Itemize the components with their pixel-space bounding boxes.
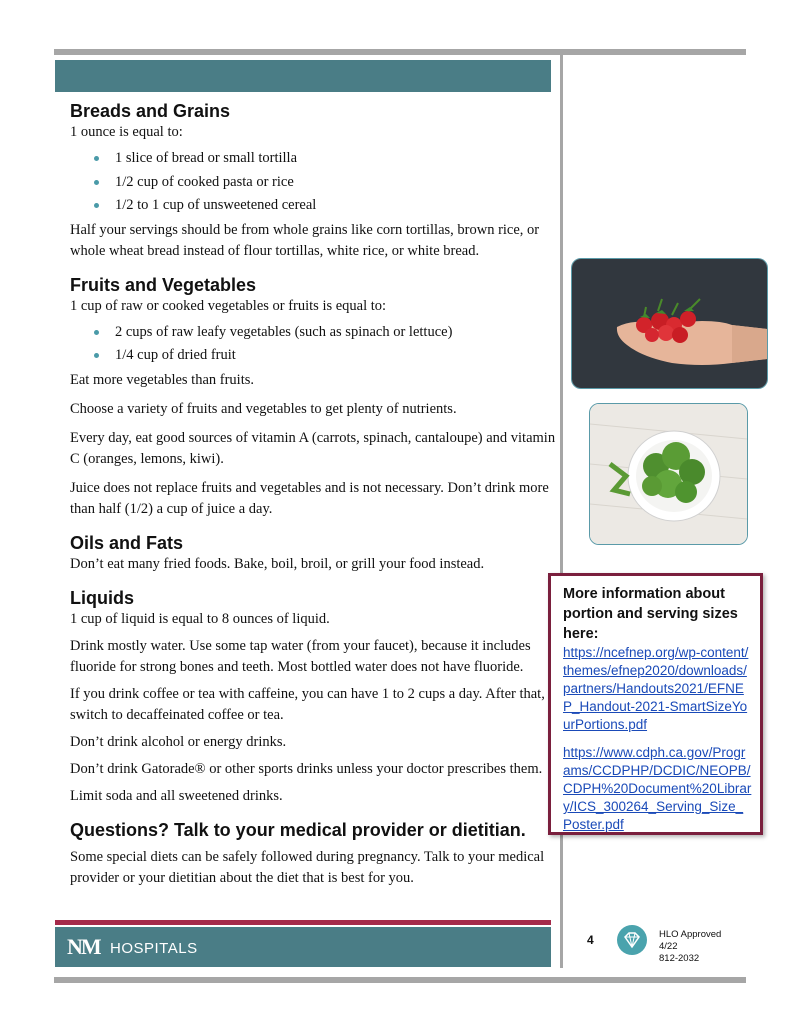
bullet-icon — [94, 203, 99, 208]
oils-heading: Oils and Fats — [70, 532, 184, 553]
fruits-intro: 1 cup of raw or cooked vegetables or fruits is equal to: — [70, 297, 387, 314]
top-rule — [54, 49, 746, 55]
hospitals-label: HOSPITALS — [110, 940, 198, 957]
fruits-paragraph: Choose a variety of fruits and vegetables to get plenty of nutrients. — [70, 400, 457, 417]
broccoli-image — [589, 403, 748, 545]
breads-list — [70, 147, 558, 218]
liquids-paragraph: Don’t drink alcohol or energy drinks. — [70, 733, 287, 750]
oils-text: Don’t eat many fried foods. Bake, boil, broil, or grill your food instead. — [70, 555, 485, 572]
list-item: 1/2 to 1 cup of unsweetened cereal — [94, 194, 558, 218]
bullet-icon — [94, 353, 99, 358]
info-sidebox — [548, 573, 763, 835]
list-item: 1/2 cup of cooked pasta or rice — [94, 171, 558, 195]
unm-logo: NM — [67, 934, 100, 959]
page-number: 4 — [587, 933, 594, 947]
list-item: 1 slice of bread or small tortilla — [94, 147, 558, 171]
breads-heading: Breads and Grains — [70, 101, 231, 121]
list-item: 1/4 cup of dried fruit — [94, 344, 558, 368]
bottom-rule — [54, 977, 746, 983]
main-column — [70, 100, 558, 889]
list-item: 2 cups of raw leafy vegetables (such as spinach or lettuce) — [94, 321, 558, 345]
fruits-paragraph: Eat more vegetables than fruits. — [70, 371, 255, 388]
efnep-link[interactable]: https://ncefnep.org/wp-content/themes/efnep2020/downloads/partners/Handouts2021/EFNEP_Handout-2021-SmartSizeYourPortions.pdf — [563, 645, 749, 732]
cdph-link[interactable]: https://www.cdph.ca.gov/Programs/CCDPHP/DCDIC/NEOPB/CDPH%20Document%20Library/ICS_300264_Serving_Size_Poster.pdf — [563, 745, 752, 832]
questions-text: Some special diets can be safely followed during pregnancy. Talk to your medical provider or your dietitian about the diet that is best for you. — [70, 848, 545, 886]
bullet-icon — [94, 330, 99, 335]
liquids-paragraph: Drink mostly water. Use some tap water (from your faucet), because it includes fluoride for strong bones and teeth. Most bottled water does not have fluoride. — [70, 637, 531, 675]
fruits-heading: Fruits and Vegetables — [70, 274, 257, 295]
footer-rule — [55, 920, 551, 925]
fruits-paragraph: Juice does not replace fruits and vegetables and is not necessary. Don’t drink more than half (1/2) a cup of juice a day. — [70, 479, 549, 517]
fruits-paragraph: Every day, eat good sources of vitamin A (carrots, spinach, cantaloupe) and vitamin C (oranges, lemons, kiwi). — [70, 429, 556, 467]
header-band — [55, 60, 551, 92]
liquids-paragraph: 1 cup of liquid is equal to 8 ounces of liquid. — [70, 610, 330, 627]
bullet-icon — [94, 156, 99, 161]
strawberries-image — [571, 258, 768, 389]
liquids-heading: Liquids — [70, 587, 134, 608]
hlo-approval: HLO Approved 4/22 812-2032 — [659, 929, 722, 964]
liquids-paragraph: If you drink coffee or tea with caffeine, you can have 1 to 2 cups a day. After that, switch to decaffeinated coffee or tea. — [70, 685, 545, 723]
breads-intro: 1 ounce is equal to: — [70, 124, 183, 140]
sidebox-title: More information about portion and serving sizes here: — [563, 586, 738, 642]
bullet-icon — [94, 180, 99, 185]
questions-heading: Questions? Talk to your medical provider or dietitian. — [70, 819, 526, 840]
diamond-icon — [617, 925, 647, 955]
breads-note: Half your servings should be from whole grains like corn tortillas, brown rice, or whole wheat bread instead of flour tortillas, white rice, or white bread. — [70, 221, 540, 259]
liquids-paragraph: Limit soda and all sweetened drinks. — [70, 787, 283, 804]
liquids-paragraph: Don’t drink Gatorade® or other sports drinks unless your doctor prescribes them. — [70, 760, 543, 777]
fruits-list — [70, 321, 558, 368]
